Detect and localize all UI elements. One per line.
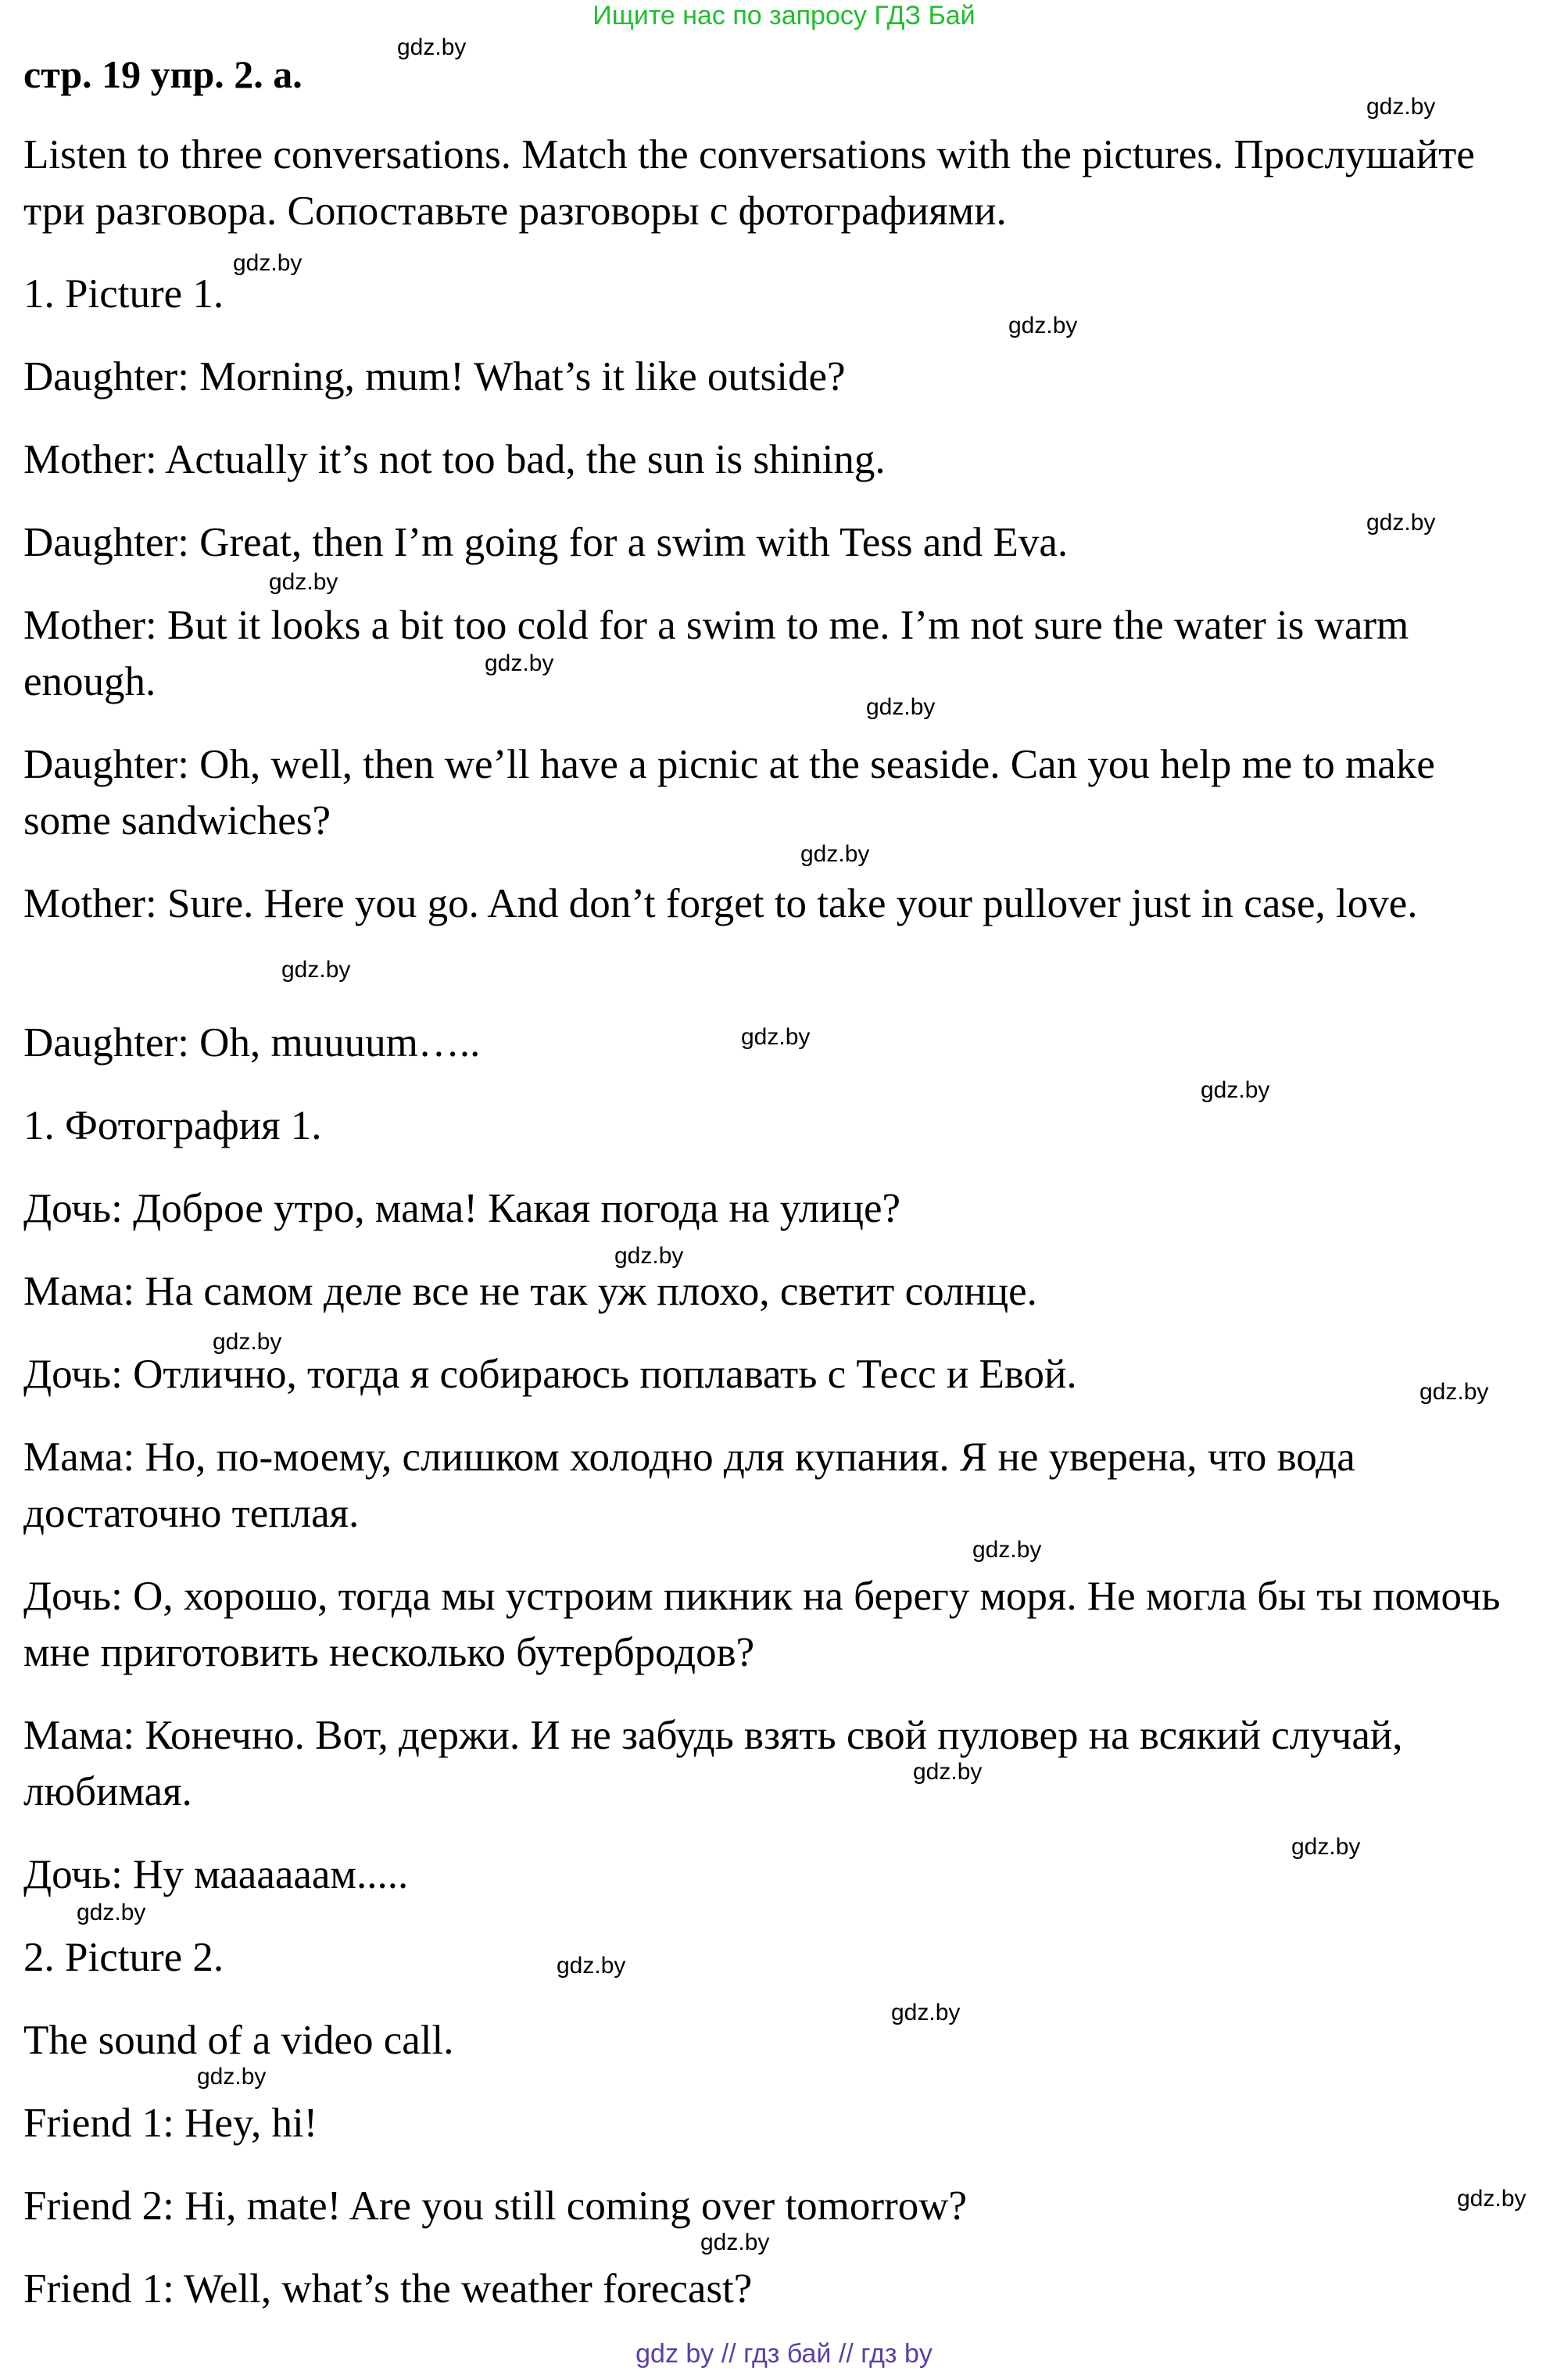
dialogue-line: Дочь: Отлично, тогда я собираюсь поплавать с Тесс и Евой. (23, 1352, 1077, 1397)
section-heading: 1. Фотография 1. (23, 1103, 322, 1148)
watermark: gdz.by (213, 1329, 282, 1355)
watermark: gdz.by (1291, 1834, 1361, 1860)
dialogue-line: Daughter: Oh, muuuum….. (23, 1020, 481, 1066)
watermark: gdz.by (913, 1759, 983, 1785)
dialogue-line: The sound of a video call. (23, 2018, 454, 2063)
watermark: gdz.by (741, 1024, 811, 1050)
watermark: gdz.by (485, 650, 554, 676)
dialogue-line: Мама: Конечно. Вот, держи. И не забудь взять свой пуловер на всякий случай, любимая. (23, 1713, 1403, 1814)
footer-links: gdz by // гдз бай // гдз by (635, 2339, 933, 2369)
watermark: gdz.by (269, 569, 338, 595)
watermark: gdz.by (233, 250, 303, 276)
watermark: gdz.by (281, 957, 351, 983)
dialogue-line: Дочь: Доброе утро, мама! Какая погода на улице? (23, 1186, 901, 1231)
watermark: gdz.by (1419, 1379, 1489, 1405)
watermark: gdz.by (700, 2230, 770, 2255)
watermark: gdz.by (891, 2000, 961, 2025)
watermark: gdz.by (1008, 313, 1078, 338)
watermark: gdz.by (1457, 2186, 1527, 2212)
task-instruction: Listen to three conversations. Match the conversations with the pictures. Прослушайте три разговора. Сопоставьте разговоры с фотографиями. (23, 132, 1475, 234)
dialogue-line: Friend 1: Hey, hi! (23, 2101, 318, 2146)
watermark: gdz.by (972, 1537, 1042, 1563)
watermark: gdz.by (800, 841, 870, 867)
dialogue-line: Friend 1: Well, what’s the weather forecast? (23, 2266, 753, 2312)
watermark: gdz.by (1366, 510, 1436, 535)
watermark: gdz.by (1201, 1077, 1270, 1103)
dialogue-line: Daughter: Oh, well, then we’ll have a picnic at the seaside. Can you help me to make some sandwiches? (23, 742, 1435, 843)
dialogue-line: Мама: На самом деле все не так уж плохо, светит солнце. (23, 1269, 1037, 1314)
top-banner: Ищите нас по запросу ГДЗ Бай (592, 1, 976, 30)
dialogue-line: Mother: Sure. Here you go. And don’t forget to take your pullover just in case, love. (23, 881, 1418, 926)
watermark: gdz.by (77, 1900, 146, 1925)
watermark: gdz.by (614, 1243, 684, 1269)
watermark: gdz.by (557, 1953, 626, 1979)
watermark: gdz.by (197, 2064, 267, 2090)
dialogue-line: Mother: But it looks a bit too cold for a swim to me. I’m not sure the water is warm enough. (23, 603, 1409, 704)
watermark: gdz.by (397, 34, 467, 60)
watermark: gdz.by (866, 694, 936, 720)
dialogue-line: Daughter: Morning, mum! What’s it like outside? (23, 354, 846, 399)
section-heading: 2. Picture 2. (23, 1935, 224, 1980)
dialogue-line: Дочь: Ну маааааам..... (23, 1852, 409, 1897)
dialogue-line: Daughter: Great, then I’m going for a swim with Tess and Eva. (23, 520, 1069, 565)
dialogue-line: Friend 2: Hi, mate! Are you still coming over tomorrow? (23, 2183, 967, 2229)
page-title: стр. 19 упр. 2. a. (23, 52, 303, 96)
dialogue-line: Mother: Actually it’s not too bad, the sun is shining. (23, 437, 886, 482)
watermark: gdz.by (1366, 94, 1436, 120)
dialogue-line: Дочь: О, хорошо, тогда мы устроим пикник на берегу моря. Не могла бы ты помочь мне приготовить несколько бутербродов? (23, 1574, 1501, 1675)
section-heading: 1. Picture 1. (23, 271, 224, 317)
dialogue-line: Мама: Но, по-моему, слишком холодно для купания. Я не уверена, что вода достаточно теплая. (23, 1434, 1355, 1536)
